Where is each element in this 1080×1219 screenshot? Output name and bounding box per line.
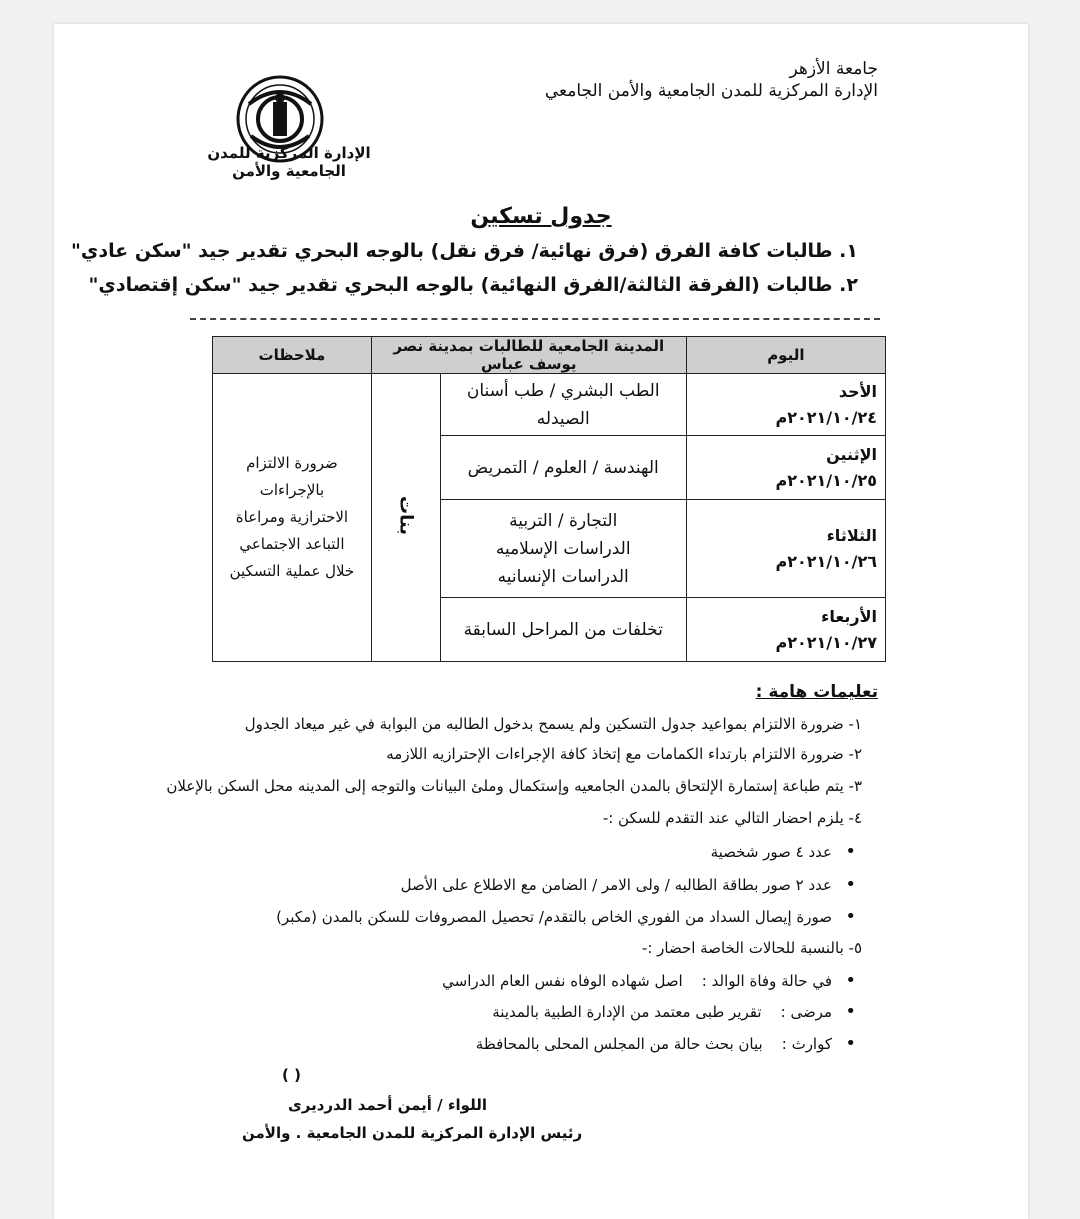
instruction-item: ١- ضرورة الالتزام بمواعيد جدول التسكين ولم يسمح بدخول الطالبه من البوابة في غير ميعاد الجدول: [244, 715, 862, 733]
signatory-position: رئيس الإدارة المركزية للمدن الجامعية . والأمن: [242, 1124, 583, 1142]
notes-line: الاحترازية ومراعاة: [235, 508, 349, 526]
schedule-table: [212, 336, 886, 662]
table-row: [213, 374, 886, 436]
required-doc-item: • عدد ٤ صور شخصية: [711, 842, 832, 862]
faculty-line: الدراسات الإسلاميه: [495, 538, 631, 559]
faculties-cell: [440, 598, 686, 662]
signatory-name: اللواء / أيمن أحمد الدرديرى: [288, 1096, 487, 1114]
faculty-line: الدراسات الإنسانيه: [497, 566, 629, 587]
special-case-value: بيان بحث حالة من المجلس المحلى بالمحافظة: [475, 1035, 763, 1053]
faculty-line: الصيدله: [536, 408, 590, 429]
notes-line: بالإجراءات: [259, 481, 325, 499]
special-case-item: [492, 1002, 832, 1022]
col-header-notes: ملاحظات: [213, 337, 372, 374]
faculties-cell: [440, 436, 686, 500]
special-case-label: كوارث :: [781, 1035, 832, 1053]
instructions-title: تعليمات هامة :: [755, 682, 878, 702]
day-cell: [686, 598, 885, 662]
page-title: جدول تسكين: [470, 204, 612, 229]
special-case-item: [476, 1034, 832, 1054]
faculty-line: التجارة / التربية: [509, 510, 618, 531]
day-cell: [686, 436, 885, 500]
instruction-item: ٤- يلزم احضار التالي عند التقدم للسكن :-: [602, 809, 862, 827]
day-name: الإثنين: [826, 444, 877, 464]
day-name: الثلاثاء: [826, 525, 877, 545]
university-name: جامعة الأزهر: [789, 59, 878, 79]
instruction-item: ٢- ضرورة الالتزام بارتداء الكمامات مع إتخاذ كافة الإجراءات الإحترازيه اللازمه: [386, 745, 862, 763]
day-name: الأحد: [838, 381, 877, 401]
day-cell: [686, 374, 885, 436]
col-header-day: اليوم: [686, 337, 885, 374]
special-case-item: [442, 971, 832, 991]
special-case-value: تقرير طبى معتمد من الإدارة الطبية بالمدينة: [492, 1003, 762, 1021]
schedule-line-1: ١. طالبات كافة الفرق (فرق نهائية/ فرق نقل) بالوجه البحري تقدير جيد "سكن عادي": [71, 240, 858, 262]
department-name: الإدارة المركزية للمدن الجامعية والأمن الجامعي: [544, 81, 878, 101]
logo-caption: الإدارة المركزية للمدن الجامعية والأمن: [207, 144, 371, 180]
day-date: ٢٠٢١/١٠/٢٥م: [775, 470, 877, 490]
required-doc-item: • عدد ٢ صور بطاقة الطالبه / ولى الامر / الضامن مع الاطلاع على الأصل: [401, 875, 832, 895]
separator-line: [190, 318, 880, 320]
faculty-line: الهندسة / العلوم / التمريض: [467, 457, 659, 478]
header-block: [545, 58, 878, 102]
notes-line: ضرورة الالتزام: [246, 454, 338, 472]
faculty-line: تخلفات من المراحل السابقة: [463, 619, 663, 640]
special-case-label: مرضى :: [780, 1003, 832, 1021]
document-page: [54, 24, 1028, 1219]
notes-line: التباعد الاجتماعي: [239, 535, 345, 553]
col-header-city: المدينة الجامعية للطالبات بمدينة نصر يوسف عباس: [371, 337, 686, 374]
faculty-line: الطب البشري / طب أسنان: [466, 380, 660, 401]
day-name: الأربعاء: [821, 606, 877, 626]
notes-line: خلال عملية التسكين: [229, 562, 355, 580]
instruction-item: ٣- يتم طباعة إستمارة الإلتحاق بالمدن الجامعيه وإستكمال وملئ البيانات والتوجه إلى المدينه محل السكن بالإعلان: [166, 777, 862, 795]
merged-label-cell: [371, 374, 440, 662]
notes-cell: [213, 374, 372, 662]
special-case-label: في حالة وفاة الوالد :: [701, 972, 832, 990]
day-date: ٢٠٢١/١٠/٢٤م: [775, 407, 877, 427]
day-date: ٢٠٢١/١٠/٢٦م: [775, 551, 877, 571]
faculties-cell: [440, 374, 686, 436]
merged-label: بنات: [395, 496, 417, 535]
special-case-value: اصل شهاده الوفاه نفس العام الدراسي: [442, 972, 683, 990]
table-header-row: [213, 337, 886, 374]
day-cell: [686, 500, 885, 598]
schedule-line-2: ٢. طالبات (الفرقة الثالثة/الفرق النهائية) بالوجه البحري تقدير جيد "سكن إقتصادي": [88, 274, 858, 296]
instruction-item: ٥- بالنسبة للحالات الخاصة احضار :-: [641, 939, 862, 957]
signature-brackets: ( ): [282, 1066, 301, 1084]
day-date: ٢٠٢١/١٠/٢٧م: [775, 632, 877, 652]
required-doc-item: • صورة إيصال السداد من الفوري الخاص بالتقدم/ تحصيل المصروفات للسكن بالمدن (مكبر): [276, 907, 832, 927]
faculties-cell: [440, 500, 686, 598]
